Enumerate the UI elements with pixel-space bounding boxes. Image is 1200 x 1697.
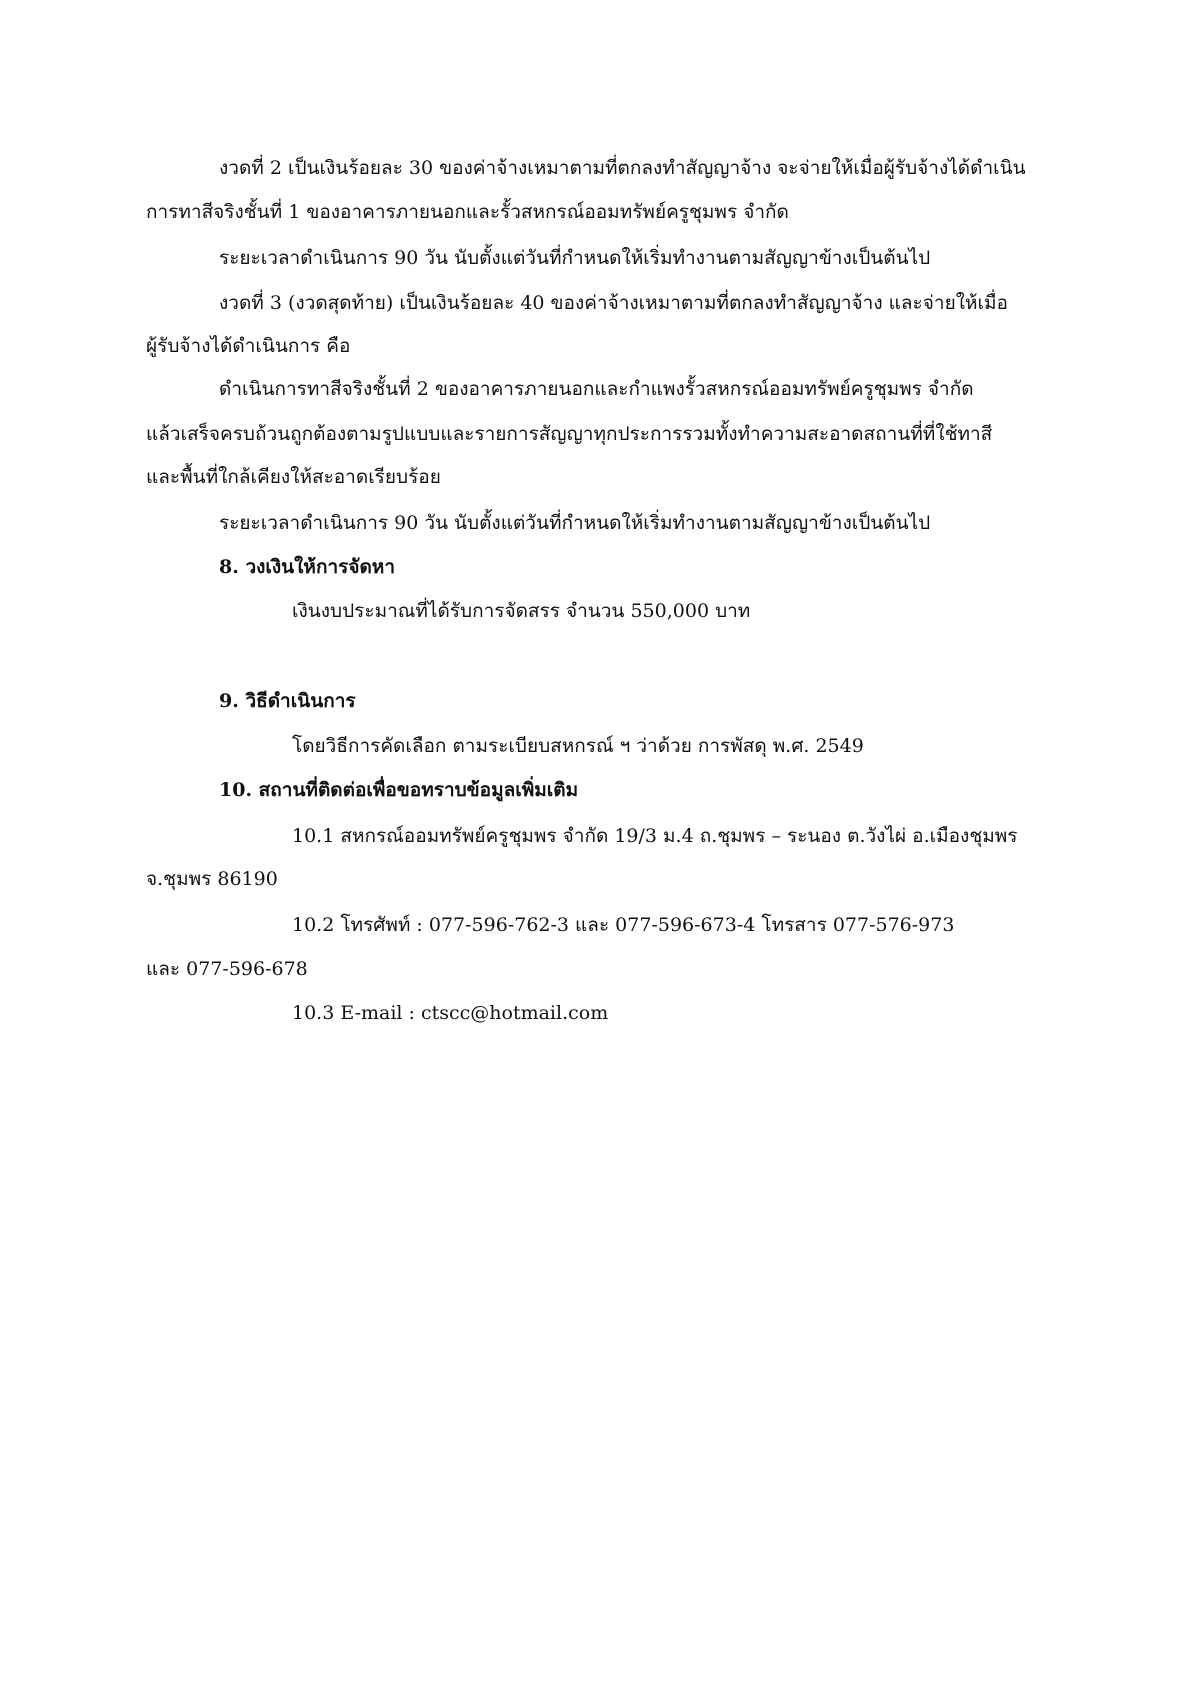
installment-2-line-2: การทาสีจริงชั้นที่ 1 ของอาคารภายนอกและรั้วสหกรณ์ออมทรัพย์ครูชุมพร จำกัด [146, 201, 789, 223]
installment-3-line-2: ผู้รับจ้างได้ดำเนินการ คือ [146, 335, 351, 357]
installment-3-duration: ระยะเวลาดำเนินการ 90 วัน นับตั้งแต่วันที่กำหนดให้เริ่มทำงานตามสัญญาข้างเป็นต้นไป [219, 512, 931, 534]
installment-3-line-1: งวดที่ 3 (งวดสุดท้าย) เป็นเงินร้อยละ 40 ของค่าจ้างเหมาตามที่ตกลงทำสัญญาจ้าง และจ่ายให้เมื่อ [219, 292, 1008, 314]
section-10-email: 10.3 E-mail : ctscc@hotmail.com [292, 1002, 609, 1024]
section-10-phone-line-1: 10.2 โทรศัพท์ : 077-596-762-3 และ 077-596-673-4 โทรสาร 077-576-973 [292, 914, 955, 936]
section-8-body: เงินงบประมาณที่ได้รับการจัดสรร จำนวน 550,000 บาท [292, 600, 751, 622]
section-9-body: โดยวิธีการคัดเลือก ตามระเบียบสหกรณ์ ฯ ว่าด้วย การพัสดุ พ.ศ. 2549 [292, 735, 864, 757]
section-10-address-line-1: 10.1 สหกรณ์ออมทรัพย์ครูชุมพร จำกัด 19/3 ม.4 ถ.ชุมพร – ระนอง ต.วังไผ่ อ.เมืองชุมพร [292, 825, 1018, 847]
installment-2-line-1: งวดที่ 2 เป็นเงินร้อยละ 30 ของค่าจ้างเหมาตามที่ตกลงทำสัญญาจ้าง จะจ่ายให้เมื่อผู้รับจ้างได้ดำเนิน [219, 157, 1026, 179]
installment-3-work-line-2: แล้วเสร็จครบถ้วนถูกต้องตามรูปแบบและรายการสัญญาทุกประการรวมทั้งทำความสะอาดสถานที่ที่ใช้ทาสี [146, 423, 993, 445]
section-10-phone-line-2: และ 077-596-678 [146, 958, 308, 980]
section-10-heading: 10. สถานที่ติดต่อเพื่อขอทราบข้อมูลเพิ่มเติม [219, 779, 579, 801]
section-9-heading: 9. วิธีดำเนินการ [219, 690, 356, 712]
installment-3-work-line-3: และพื้นที่ใกล้เคียงให้สะอาดเรียบร้อย [146, 466, 441, 488]
installment-2-duration: ระยะเวลาดำเนินการ 90 วัน นับตั้งแต่วันที่กำหนดให้เริ่มทำงานตามสัญญาข้างเป็นต้นไป [219, 247, 931, 269]
section-8-heading: 8. วงเงินให้การจัดหา [219, 556, 396, 578]
installment-3-work-line-1: ดำเนินการทาสีจริงชั้นที่ 2 ของอาคารภายนอกและกำแพงรั้วสหกรณ์ออมทรัพย์ครูชุมพร จำกัด [219, 378, 974, 400]
section-10-address-line-2: จ.ชุมพร 86190 [146, 868, 278, 890]
